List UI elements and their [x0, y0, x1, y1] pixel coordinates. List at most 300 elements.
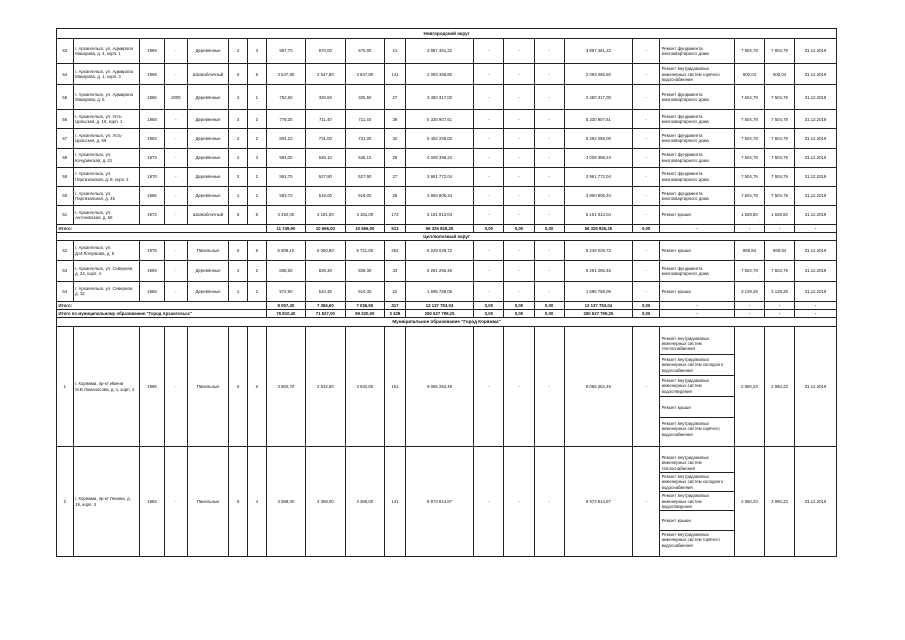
cell-year: 1968	[140, 63, 165, 84]
total-d4: -	[795, 225, 837, 233]
cell-year: 1969	[140, 39, 165, 64]
cell-ent: 2	[247, 167, 266, 186]
cell-work-types	[660, 63, 735, 84]
cell-cost: 9 065 262,49	[405, 326, 474, 447]
cell-f1: -	[474, 186, 504, 205]
cell-f2: -	[504, 186, 534, 205]
cell-p2: 7 504,79	[764, 148, 794, 167]
total-f3: 0,00	[534, 225, 564, 233]
capital-repair-table	[56, 28, 837, 557]
cell-a2: 3 532,60	[306, 326, 345, 447]
cell-year: 1973	[140, 148, 165, 167]
cell-f3: -	[534, 39, 564, 64]
cell-fl: 2	[229, 39, 248, 64]
cell-p2: 7 504,79	[764, 85, 794, 110]
cell-p2: 500,04	[764, 63, 794, 84]
cell-work-types	[660, 281, 735, 301]
total-f2: 0,00	[504, 309, 534, 317]
cell-oth: 4 008 398,24	[564, 148, 633, 167]
table-row	[57, 261, 837, 281]
cell-n: 64	[57, 281, 74, 301]
total-row	[57, 309, 837, 317]
cell-a2: 536,10	[306, 148, 345, 167]
cell-rec: -	[164, 261, 187, 281]
cell-year: 1965	[140, 85, 165, 110]
work-type-item: Ремонт внутридомовых инженерных систем теплоснабжения	[660, 454, 734, 473]
cell-res: 22	[385, 281, 406, 301]
cell-date: 31.12.2019	[795, 241, 837, 261]
cell-date: 31.12.2019	[795, 148, 837, 167]
cell-addr: г. Архангельск, ул. Адмирала Макарова, д. 1, корп. 3	[73, 63, 139, 84]
cell-ent: 8	[247, 241, 266, 261]
total-label: Итого:	[57, 225, 267, 233]
cell-n: 58	[57, 148, 74, 167]
cell-res: 21	[385, 39, 406, 64]
cell-a3: 570,00	[345, 39, 384, 64]
cell-addr: г. Архангельск, ул. Адмирала Макарова, д. 5	[73, 85, 139, 110]
cell-f4: -	[633, 85, 660, 110]
cell-p1: 2 960,23	[734, 447, 764, 557]
cell-p1: 3 129,28	[734, 281, 764, 301]
work-type-item: Ремонт фундамента многоквартирного дома	[661, 91, 709, 103]
cell-f3: -	[534, 281, 564, 301]
total-label: Итого:	[57, 301, 267, 309]
table-row	[57, 85, 837, 110]
cell-f1: -	[474, 241, 504, 261]
work-type-item: Ремонт внутридомовых инженерных систем теплоснабжения	[660, 334, 734, 355]
cell-n: 57	[57, 129, 74, 148]
work-type-item: Ремонт внутридомовых инженерных систем водоотведения	[660, 492, 734, 511]
cell-f4: -	[633, 241, 660, 261]
cell-res: 262	[385, 241, 406, 261]
cell-f1: -	[474, 447, 504, 557]
total-a1: 11 749,90	[266, 225, 305, 233]
cell-fl: 2	[229, 110, 248, 129]
cell-ent: 3	[247, 39, 266, 64]
cell-res: 33	[385, 261, 406, 281]
cell-oth: 5 330 907,61	[564, 110, 633, 129]
total-d4: -	[795, 301, 837, 309]
work-type-item: Ремонт крыши	[660, 511, 734, 530]
cell-p1: 7 504,79	[734, 148, 764, 167]
cell-f3: -	[534, 261, 564, 281]
cell-a3: 836,30	[345, 261, 384, 281]
cell-cost: 2 450 317,00	[405, 85, 474, 110]
work-type-item: Ремонт фундамента многоквартирного дома	[661, 45, 709, 57]
cell-a1: 594,00	[266, 148, 305, 167]
cell-year: 1966	[140, 186, 165, 205]
total-row	[57, 225, 837, 233]
total-f2: 0,00	[504, 225, 534, 233]
table-row	[57, 281, 837, 301]
cell-f2: -	[504, 39, 534, 64]
section-title: Целлюлозный округ	[57, 233, 837, 241]
cell-date: 31.12.2019	[795, 129, 837, 148]
cell-a3: 3 547,80	[345, 63, 384, 84]
cell-date: 31.12.2019	[795, 39, 837, 64]
cell-work-types	[660, 326, 735, 447]
cell-ent: 2	[247, 281, 266, 301]
cell-res: 28	[385, 148, 406, 167]
cell-date: 31.12.2019	[795, 326, 837, 447]
work-type-item: Ремонт фундамента многоквартирного дома	[661, 190, 709, 201]
cell-fl: 2	[229, 148, 248, 167]
total-a3: 10 666,00	[345, 225, 384, 233]
cell-date: 31.12.2019	[795, 206, 837, 225]
cell-mat: Шлакоблочный	[187, 63, 229, 84]
cell-oth: 6 291 265,46	[564, 261, 633, 281]
table-row	[57, 39, 837, 64]
total-a3: 69 220,00	[345, 309, 384, 317]
cell-fl: 2	[229, 85, 248, 110]
cell-cost: 9 973 814,87	[405, 447, 474, 557]
cell-rec: -	[164, 148, 187, 167]
cell-f1: -	[474, 110, 504, 129]
cell-p1: 7 904,79	[734, 39, 764, 64]
cell-p2: 3 129,28	[764, 281, 794, 301]
cell-year: 1974	[140, 206, 165, 225]
work-type-item: Ремонт крыши	[660, 397, 734, 418]
table-row	[57, 241, 837, 261]
cell-a2: 570,00	[306, 39, 345, 64]
cell-oth: 9 065 262,49	[564, 326, 633, 447]
cell-rec: -	[164, 326, 187, 447]
cell-a2: 836,30	[306, 261, 345, 281]
cell-f2: -	[504, 167, 534, 186]
table-row	[57, 63, 837, 84]
cell-oth: 3 887 461,22	[564, 39, 633, 64]
cell-date: 31.12.2019	[795, 186, 837, 205]
cell-ent: 2	[247, 186, 266, 205]
cell-work-types	[660, 241, 735, 261]
cell-mat: Деревянные	[187, 167, 229, 186]
cell-p2: 2 960,23	[764, 326, 794, 447]
cell-f4: -	[633, 447, 660, 557]
cell-a1: 6 808,10	[266, 241, 305, 261]
work-type-item: Ремонт крыши	[661, 248, 691, 253]
cell-work-types	[660, 148, 735, 167]
cell-a3: 731,00	[345, 129, 384, 148]
cell-addr: г. Коряжма, пр-кт Ленина, д. 19, корп. 4	[73, 447, 139, 557]
work-type-item: Ремонт фундамента многоквартирного дома	[661, 133, 709, 144]
cell-f3: -	[534, 85, 564, 110]
cell-oth: 1 596 758,06	[564, 281, 633, 301]
cell-p1: 7 504,79	[734, 85, 764, 110]
total-f1: 0,00	[474, 309, 504, 317]
cell-f4: -	[633, 281, 660, 301]
cell-cost: 1 596 758,06	[405, 281, 474, 301]
work-type-item: Ремонт фундамента многоквартирного дома	[661, 171, 709, 182]
cell-a2: 527,90	[306, 167, 345, 186]
cell-work-types	[660, 129, 735, 148]
cell-rec: -	[164, 281, 187, 301]
cell-p2: 7 504,79	[764, 261, 794, 281]
total-res: 513	[385, 225, 406, 233]
total-label: Итого по муниципальному образованию "Город Архангельск"	[57, 309, 267, 317]
cell-f1: -	[474, 206, 504, 225]
cell-addr: г. Архангельск, ул. Усть-Цильская, д. 16, корп. 1	[73, 110, 139, 129]
total-a2: 71 527,00	[306, 309, 345, 317]
total-d1: -	[660, 309, 735, 317]
cell-date: 31.12.2019	[795, 63, 837, 84]
cell-f1: -	[474, 129, 504, 148]
cell-p2: 7 504,79	[764, 167, 794, 186]
total-f1: 0,00	[474, 225, 504, 233]
table-row	[57, 206, 837, 225]
cell-f3: -	[534, 447, 564, 557]
cell-f4: -	[633, 148, 660, 167]
cell-addr: г. Архангельск, ул. Адмирала Макарова, д. 4, корп. 1	[73, 39, 139, 64]
cell-f2: -	[504, 261, 534, 281]
total-f3: 0,00	[534, 309, 564, 317]
cell-date: 31.12.2019	[795, 110, 837, 129]
cell-f2: -	[504, 148, 534, 167]
total-f3: 0,00	[534, 301, 564, 309]
cell-cost: 6 291 265,46	[405, 261, 474, 281]
cell-p2: 7 904,79	[764, 39, 794, 64]
cell-fl: 5	[229, 326, 248, 447]
cell-a2: 326,50	[306, 85, 345, 110]
cell-oth: 5 482 258,00	[564, 129, 633, 148]
cell-f2: -	[504, 326, 534, 447]
cell-fl: 5	[229, 206, 248, 225]
cell-f1: -	[474, 85, 504, 110]
cell-p1: 7 504,79	[734, 261, 764, 281]
cell-a2: 6 050,90	[306, 241, 345, 261]
cell-f4: -	[633, 261, 660, 281]
cell-a1: 3 492,00	[266, 206, 305, 225]
cell-addr: г. Архангельск, ул. Кочуринская, д. 21	[73, 148, 139, 167]
cell-p1: 868,84	[734, 241, 764, 261]
cell-mat: Панельные	[187, 447, 229, 557]
cell-a3: 326,50	[345, 85, 384, 110]
cell-work-types	[660, 85, 735, 110]
cell-p1: 7 504,79	[734, 167, 764, 186]
cell-ent: 1	[247, 85, 266, 110]
cell-p1: 2 960,23	[734, 326, 764, 447]
cell-f2: -	[504, 206, 534, 225]
cell-year: 1995	[140, 326, 165, 447]
cell-res: 27	[385, 85, 406, 110]
table-row	[57, 110, 837, 129]
cell-f3: -	[534, 206, 564, 225]
cell-f4: -	[633, 63, 660, 84]
cell-a3: 5 721,60	[345, 241, 384, 261]
cell-mat: Шлакоблочный	[187, 206, 229, 225]
cell-cost: 3 961 772,04	[405, 167, 474, 186]
cell-f3: -	[534, 186, 564, 205]
cell-a2: 519,00	[306, 186, 345, 205]
cell-a1: 583,70	[266, 186, 305, 205]
cell-res: 141	[385, 447, 406, 557]
cell-a1: 3 547,80	[266, 63, 305, 84]
cell-p2: 868,84	[764, 241, 794, 261]
cell-fl: 2	[229, 261, 248, 281]
cell-work-types	[660, 167, 735, 186]
cell-f3: -	[534, 167, 564, 186]
cell-rec: -	[164, 206, 187, 225]
cell-a3: 711,40	[345, 110, 384, 129]
cell-f4: -	[633, 129, 660, 148]
cell-ent: 3	[247, 148, 266, 167]
total-d3: -	[764, 309, 794, 317]
table-row	[57, 326, 837, 447]
table-row	[57, 186, 837, 205]
cell-cost: 2 083 466,80	[405, 63, 474, 84]
cell-cost: 5 330 907,61	[405, 110, 474, 129]
cell-f2: -	[504, 129, 534, 148]
cell-f2: -	[504, 63, 534, 84]
total-a1: 76 810,40	[266, 309, 305, 317]
section-header-row	[57, 233, 837, 241]
cell-date: 31.12.2019	[795, 261, 837, 281]
cell-oth: 5 249 029,72	[564, 241, 633, 261]
total-d1: -	[660, 301, 735, 309]
cell-f4: -	[633, 206, 660, 225]
cell-cost: 3 887 461,22	[405, 39, 474, 64]
cell-res: 29	[385, 186, 406, 205]
cell-fl: 2	[229, 281, 248, 301]
cell-addr: г. Архангельск, ул. Партизанская, д. 45	[73, 186, 139, 205]
cell-mat: Деревянные	[187, 281, 229, 301]
cell-res: 27	[385, 167, 406, 186]
total-d4: -	[795, 309, 837, 317]
cell-work-types	[660, 206, 735, 225]
section-header-row	[57, 317, 837, 326]
work-type-item: Ремонт внутридомовых инженерных систем холодного водоснабжения	[660, 473, 734, 492]
total-d3: -	[764, 225, 794, 233]
section-header-row	[57, 29, 837, 39]
table-row	[57, 129, 837, 148]
work-type-item: Ремонт внутридомовых инженерных систем горячего водоснабжения	[661, 532, 720, 548]
cell-p2: 7 504,79	[764, 110, 794, 129]
cell-a1: 752,60	[266, 85, 305, 110]
total-row	[57, 301, 837, 309]
cell-rec: -	[164, 241, 187, 261]
work-type-item: Ремонт внутридомовых инженерных систем горячего водоснабжения	[661, 420, 720, 437]
cell-n: 1	[57, 326, 74, 447]
total-a3: 7 036,50	[345, 301, 384, 309]
total-oth: 250 627 799,25	[564, 309, 633, 317]
total-d2: -	[734, 301, 764, 309]
cell-rec: -	[164, 167, 187, 186]
cell-n: 55	[57, 85, 74, 110]
cell-n: 61	[57, 206, 74, 225]
cell-rec: -	[164, 447, 187, 557]
cell-a1: 838,50	[266, 261, 305, 281]
cell-ent: 2	[247, 261, 266, 281]
total-f2: 0,00	[504, 301, 534, 309]
cell-oth: 2 083 466,80	[564, 63, 633, 84]
cell-a3: 3 369,00	[345, 447, 384, 557]
work-type-item: Ремонт внутридомовых инженерных систем водоотведения	[660, 376, 734, 397]
cell-f1: -	[474, 326, 504, 447]
cell-cost: 4 008 398,24	[405, 148, 474, 167]
cell-f4: -	[633, 110, 660, 129]
cell-date: 31.12.2019	[795, 447, 837, 557]
cell-cost: 5 151 913,04	[405, 206, 474, 225]
cell-date: 31.12.2019	[795, 281, 837, 301]
cell-p2: 7 504,79	[764, 186, 794, 205]
cell-a1: 591,70	[266, 167, 305, 186]
cell-n: 59	[57, 167, 74, 186]
cell-n: 53	[57, 39, 74, 64]
total-d2: -	[734, 309, 764, 317]
cell-res: 151	[385, 326, 406, 447]
cell-a1: 587,70	[266, 39, 305, 64]
cell-date: 31.12.2019	[795, 167, 837, 186]
cell-oth: 9 973 814,87	[564, 447, 633, 557]
cell-a2: 711,40	[306, 110, 345, 129]
cell-rec: -	[164, 63, 187, 84]
cell-oth: 3 960 806,34	[564, 186, 633, 205]
work-type-item: Ремонт крыши	[661, 288, 691, 294]
cell-cost: 5 482 258,00	[405, 129, 474, 148]
cell-ent: 2	[247, 129, 266, 148]
cell-ent: 6	[247, 326, 266, 447]
cell-year: 1963	[140, 129, 165, 148]
cell-res: 39	[385, 110, 406, 129]
cell-year: 1958	[140, 281, 165, 301]
cell-f1: -	[474, 261, 504, 281]
cell-p1: 7 504,79	[734, 186, 764, 205]
cell-p2: 7 504,79	[764, 129, 794, 148]
cell-a1: 3 802,70	[266, 326, 305, 447]
cell-f1: -	[474, 63, 504, 84]
total-d2: -	[734, 225, 764, 233]
cell-fl: 5	[229, 447, 248, 557]
cell-a3: 3 181,00	[345, 206, 384, 225]
cell-a3: 3 532,60	[345, 326, 384, 447]
cell-a1: 572,90	[266, 281, 305, 301]
total-a2: 10 666,00	[306, 225, 345, 233]
cell-f3: -	[534, 63, 564, 84]
cell-date: 31.12.2019	[795, 85, 837, 110]
table-row	[57, 447, 837, 557]
cell-addr: г. Коряжма, пр-кт Имени М.В.Ломоносова, д. 1, корп. 4	[73, 326, 139, 447]
cell-addr: г. Архангельск, ул. Партизанская, д. 8, корп. 1	[73, 167, 139, 186]
cell-n: 2	[57, 447, 74, 557]
cell-p1: 500,04	[734, 63, 764, 84]
cell-fl: 5	[229, 63, 248, 84]
cell-n: 62	[57, 241, 74, 261]
cell-f2: -	[504, 110, 534, 129]
cell-a2: 3 369,00	[306, 447, 345, 557]
cell-a2: 510,30	[306, 281, 345, 301]
cell-ent: 5	[247, 206, 266, 225]
cell-a1: 3 868,00	[266, 447, 305, 557]
cell-fl: 2	[229, 186, 248, 205]
cell-n: 56	[57, 110, 74, 129]
cell-ent: 2	[247, 110, 266, 129]
work-type-item: Ремонт внутридомовых инженерных систем горячего водоснабжения	[661, 66, 720, 82]
section-title: Муниципальное образование "Город Коряжма"	[57, 317, 837, 326]
cell-a2: 731,00	[306, 129, 345, 148]
cell-f2: -	[504, 241, 534, 261]
cell-year: 1978	[140, 241, 165, 261]
cell-rec: -	[164, 39, 187, 64]
cell-f3: -	[534, 129, 564, 148]
cell-mat: Деревянные	[187, 261, 229, 281]
cell-year: 1968	[140, 110, 165, 129]
total-f4: 0,00	[633, 301, 660, 309]
cell-f2: -	[504, 281, 534, 301]
cell-f3: -	[534, 148, 564, 167]
cell-a2: 3 547,80	[306, 63, 345, 84]
total-res: 3 428	[385, 309, 406, 317]
cell-f1: -	[474, 281, 504, 301]
cell-n: 54	[57, 63, 74, 84]
